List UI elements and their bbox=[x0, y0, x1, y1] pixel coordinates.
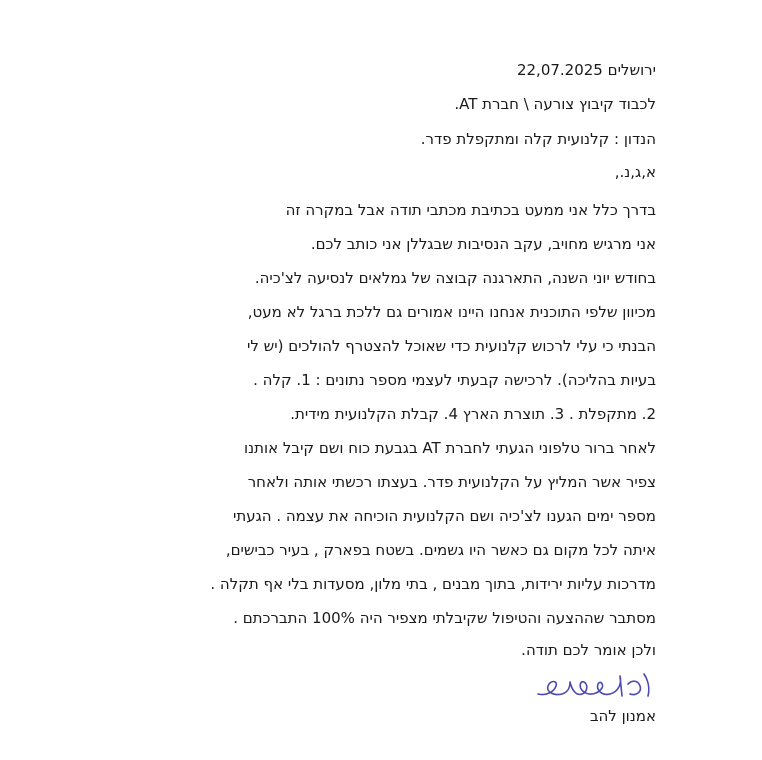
body-line: מספר ימים הגענו לצ'כיה ושם הקלנועית הוכיחה את עצמה . הגעתי bbox=[232, 507, 656, 525]
addressee-line: לכבוד קיבוץ צורעה \ חברת AT. bbox=[454, 95, 656, 113]
date-line: ירושלים 22,07.2025 bbox=[516, 61, 656, 79]
body-line: בדרך כלל אני ממעט בכתיבת מכתבי תודה אבל במקרה זה bbox=[285, 201, 656, 219]
body-line: צפיר אשר המליץ על הקלנועית פדר. בעצתו רכשתי אותה ולאחר bbox=[247, 473, 656, 491]
body-line: ולכן אומר לכם תודה. bbox=[521, 641, 656, 659]
body-line: מדרכות עליות ירידות, בתוך מבנים , בתי מלון, מסעדות בלי אף תקלה . bbox=[210, 575, 656, 593]
handwritten-signature bbox=[532, 666, 662, 704]
body-line: 2. מתקפלת . 3. תוצרת הארץ 4. קבלת הקלנועית מידית. bbox=[290, 405, 656, 423]
body-line: לאחר ברור טלפוני הגעתי לחברת AT בגבעת כוח ושם קיבל אותנו bbox=[244, 439, 656, 457]
body-line: אני מרגיש מחויב, עקב הנסיבות שבגללן אני כותב לכם. bbox=[310, 235, 656, 253]
body-line: מכיוון שלפי התוכנית אנחנו היינו אמורים גם ללכת ברגל לא מעט, bbox=[247, 303, 656, 321]
body-line: בעיות בהליכה). לרכישה קבעתי לעצמי מספר נתונים : 1. קלה . bbox=[253, 371, 656, 389]
body-line: הבנתי כי עלי לרכוש קלנועית כדי שאוכל להצטרף להולכים (יש לי bbox=[246, 337, 656, 355]
body-line: מסתבר שההצעה והטיפול שקיבלתי מצפיר היה 100% התברכתם . bbox=[233, 609, 656, 627]
subject-line: הנדון : קלנועית קלה ומתקפלת פדר. bbox=[420, 130, 656, 148]
body-line: בחודש יוני השנה, התארגנה קבוצה של גמלאים לנסיעה לצ'כיה. bbox=[254, 269, 656, 287]
signer-name: אמנון להב bbox=[589, 707, 656, 725]
body-line: איתה לכל מקום גם כאשר היו גשמים. בשטח בפארק , בעיר כבישים, bbox=[225, 541, 656, 559]
greeting-line: א,ג,נ., bbox=[614, 163, 656, 181]
